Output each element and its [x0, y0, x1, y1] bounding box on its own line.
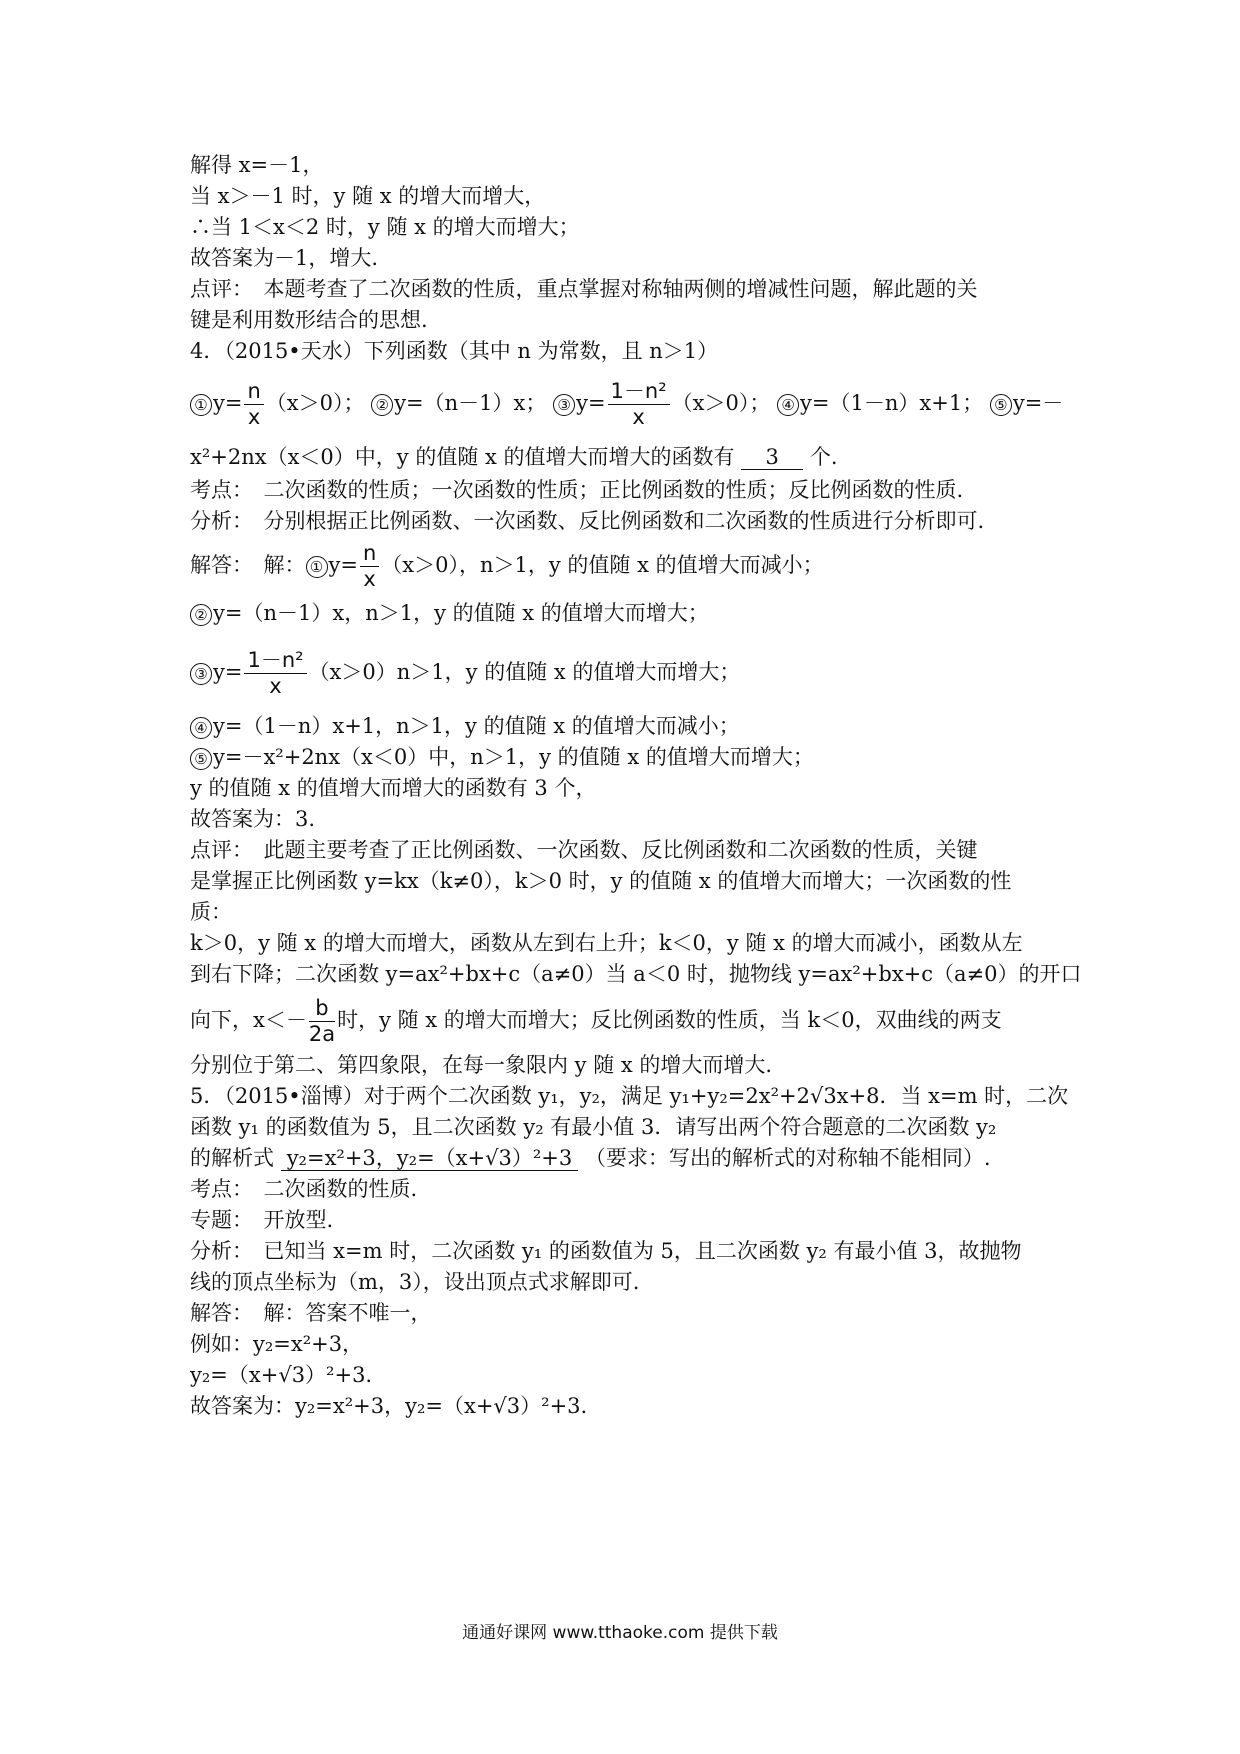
- zhuanti-line: 专题： 开放型.: [190, 1208, 334, 1232]
- prompt-suffix: 个.: [809, 445, 838, 469]
- text-line: 故答案为：3.: [190, 807, 316, 831]
- text-line: 故答案为：y₂=x²+3，y₂=（x+√3）²+3.: [190, 1394, 588, 1418]
- solution-text: y=（n－1）x，n＞1，y 的值随 x 的值增大而增大；: [213, 601, 709, 625]
- circled-2: ②: [190, 604, 212, 626]
- solution-text: （x＞0），n＞1，y 的值随 x 的值增大而减小；: [381, 553, 824, 577]
- option-3-suffix: （x＞0）；: [671, 391, 771, 415]
- option-5: y=－: [1012, 391, 1064, 415]
- option-4: y=（1－n）x+1；: [800, 391, 984, 415]
- text-segment: （要求：写出的解析式的对称轴不能相同）.: [584, 1146, 991, 1170]
- kaodian-line: 考点： 二次函数的性质.: [190, 1177, 418, 1201]
- circled-4: ④: [777, 394, 799, 416]
- text-line: 点评： 本题考查了二次函数的性质，重点掌握对称轴两侧的增减性问题，解此题的关: [190, 277, 978, 301]
- text-line: 函数 y₁ 的函数值为 5，且二次函数 y₂ 有最小值 3．请写出两个符合题意的二次函数 y₂: [190, 1115, 997, 1139]
- circled-5: ⑤: [990, 394, 1012, 416]
- text-line: 到右下降；二次函数 y=ax²+bx+c（a≠0）当 a＜0 时，抛物线 y=ax²+bx+c（a≠0）的开口: [190, 962, 1082, 986]
- option-3-prefix: y=: [576, 391, 606, 415]
- text-segment: 的解析式: [190, 1146, 274, 1170]
- fenxi-line: 分析： 分别根据正比例函数、一次函数、反比例函数和二次函数的性质进行分析即可.: [190, 509, 985, 533]
- circled-1: ①: [306, 556, 328, 578]
- page-footer: 通通好课网 www.tthaoke.com 提供下载: [462, 1623, 778, 1643]
- fraction-denominator: x: [632, 405, 645, 429]
- circled-2: ②: [371, 394, 393, 416]
- prompt-text: x²+2nx（x＜0）中，y 的值随 x 的值增大而增大的函数有: [190, 445, 735, 469]
- formula-prefix: y=: [328, 553, 358, 577]
- fraction-numerator: b: [309, 998, 335, 1022]
- text-line: k＞0，y 随 x 的增大而增大，函数从左到右上升；k＜0，y 随 x 的增大而减小，函数从左: [190, 931, 1023, 955]
- fraction-denominator: 2a: [308, 1022, 336, 1046]
- option-1-prefix: y=: [213, 391, 243, 415]
- circled-3: ③: [190, 663, 212, 685]
- fraction-numerator: n: [244, 381, 263, 405]
- fraction-numerator: n: [360, 543, 379, 567]
- answer-blank: y₂=x²+3，y₂=（x+√3）²+3: [281, 1146, 579, 1171]
- text-line: 分别位于第二、第四象限，在每一象限内 y 随 x 的增大而增大.: [190, 1053, 773, 1077]
- solution-line-3: [190, 633, 1070, 711]
- circled-1: ①: [190, 394, 212, 416]
- text-line: 质：: [190, 900, 232, 924]
- solution-line-4: [190, 711, 1070, 742]
- fraction-denominator: x: [363, 567, 376, 591]
- fraction-n-over-x: [244, 381, 263, 428]
- circled-3: ③: [553, 394, 575, 416]
- jieda-line: 解答： 解：答案不唯一，: [190, 1301, 432, 1325]
- fraction-1-minus-n2-over-x: [244, 650, 306, 697]
- fraction-n-over-x: [360, 543, 379, 590]
- fraction-1-minus-n2-over-x: [608, 381, 670, 428]
- fraction-denominator: x: [269, 674, 282, 698]
- fenxi-line: 分析： 已知当 x=m 时，二次函数 y₁ 的函数值为 5，且二次函数 y₂ 有最小值 3，故抛物: [190, 1239, 1022, 1263]
- solution-label: 解答： 解：: [190, 553, 306, 577]
- fraction-denominator: x: [247, 405, 261, 429]
- text-line: 是掌握正比例函数 y=kx（k≠0），k＞0 时，y 的值随 x 的值增大而增大；一次函数的性: [190, 869, 1012, 893]
- question-5-answer-line: [190, 1143, 1070, 1174]
- document-page: [190, 150, 1082, 1422]
- question-4-prompt: [190, 439, 1070, 475]
- text-segment: 时，y 随 x 的增大而增大；反比例函数的性质，当 k＜0，双曲线的两支: [337, 1008, 1002, 1032]
- text-line: 键是利用数形结合的思想.: [190, 308, 428, 332]
- formula-prefix: y=: [213, 660, 243, 684]
- text-line: 解得 x=－1，: [190, 153, 324, 177]
- text-segment: 向下，x＜－: [190, 1008, 307, 1032]
- pingping-line: 点评： 此题主要考查了正比例函数、一次函数、反比例函数和二次函数的性质，关键: [190, 838, 978, 862]
- circled-4: ④: [190, 717, 212, 739]
- question-5-heading: 5．（2015•淄博）对于两个二次函数 y₁，y₂，满足 y₁+y₂=2x²+2√3x+8．当 x=m 时，二次: [190, 1084, 1069, 1108]
- option-1-suffix: （x＞0）；: [265, 391, 365, 415]
- option-2: y=（n－1）x；: [394, 391, 547, 415]
- solution-text: y=（1－n）x+1，n＞1，y 的值随 x 的值增大而减小；: [213, 714, 740, 738]
- text-line: y₂=（x+√3）²+3.: [190, 1363, 373, 1387]
- solution-line-2: [190, 593, 1070, 633]
- text-line: 故答案为－1，增大.: [190, 246, 379, 270]
- fraction-b-over-2a: [309, 998, 335, 1045]
- text-line: 例如：y₂=x²+3，: [190, 1332, 364, 1356]
- text-line: ∴当 1＜x＜2 时，y 随 x 的增大而增大；: [190, 215, 580, 239]
- question-4-heading: 4．（2015•天水）下列函数（其中 n 为常数，且 n＞1）: [190, 339, 719, 363]
- text-line: 当 x＞－1 时，y 随 x 的增大而增大，: [190, 184, 546, 208]
- text-line: y 的值随 x 的值增大而增大的函数有 3 个，: [190, 776, 597, 800]
- answer-blank: 3: [741, 445, 803, 470]
- kaodian-line: 考点： 二次函数的性质；一次函数的性质；正比例函数的性质；反比例函数的性质.: [190, 478, 964, 502]
- text-line-with-fraction: [190, 990, 1070, 1050]
- solution-text: （x＞0）n＞1，y 的值随 x 的值增大而增大；: [308, 660, 741, 684]
- solution-line-1: [190, 537, 1070, 593]
- question-4-options: [190, 367, 1070, 439]
- fraction-numerator: 1－n²: [244, 650, 306, 674]
- solution-line-5: [190, 742, 1070, 773]
- text-line: 线的顶点坐标为（m，3），设出顶点式求解即可.: [190, 1270, 640, 1294]
- fraction-numerator: 1－n²: [608, 381, 670, 405]
- solution-text: y=－x²+2nx（x＜0）中，n＞1，y 的值随 x 的值增大而增大；: [213, 745, 814, 769]
- circled-5: ⑤: [190, 748, 212, 770]
